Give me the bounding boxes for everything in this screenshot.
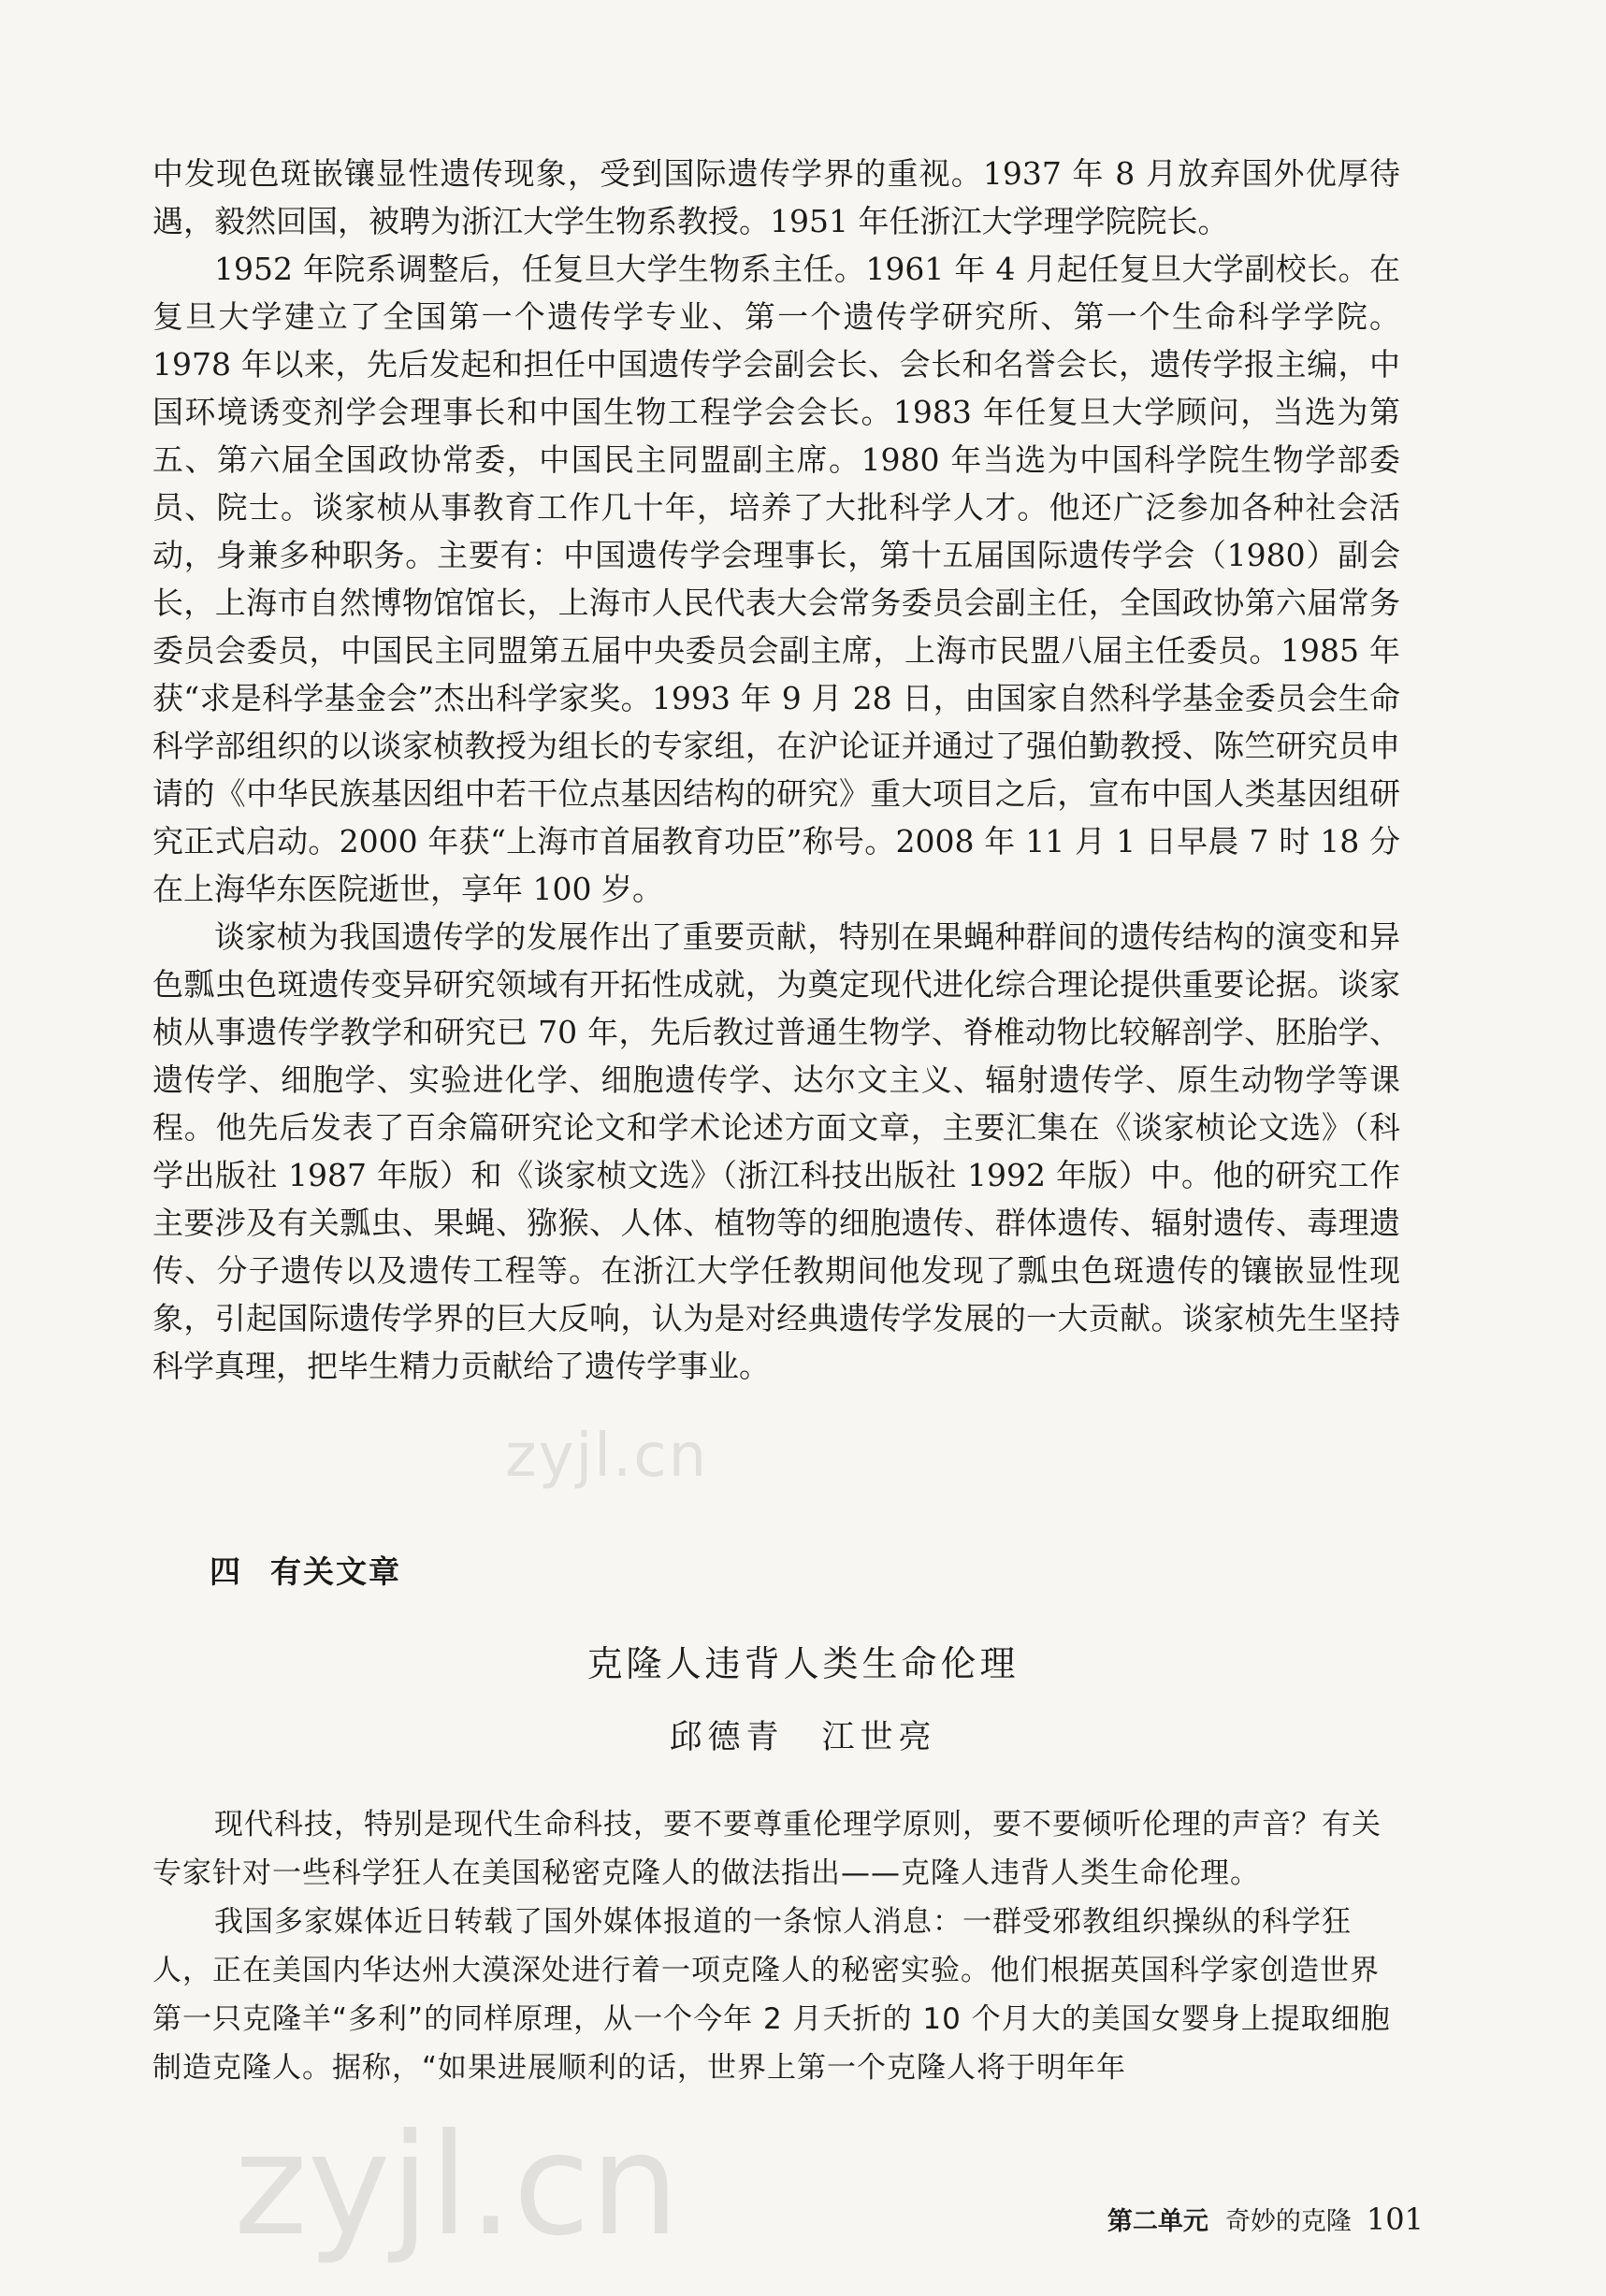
section-title: 有关文章: [270, 1553, 401, 1590]
article-title: 克隆人违背人类生命伦理: [586, 1643, 1020, 1684]
article-paragraph: 现代科技，特别是现代生命科技，要不要尊重伦理学原则，要不要倾听伦理的声音？有关专家针对一些科学狂人在美国秘密克隆人的做法指出——克隆人违背人类生命伦理。: [152, 1808, 1382, 1890]
paragraph-career: 1952 年院系调整后，任复旦大学生物系主任。1961 年 4 月起任复旦大学副校长。在复旦大学建立了全国第一个遗传学专业、第一个遗传学研究所、第一个生命科学学院。1978 年以来，先后发起和担任中国遗传学会副会长、会长和名誉会长，遗传学报主编，中国环境诱变剂学会理事长和中国生物工程学会会长。1983 年任复旦大学顾问，当选为第五、第六届全国政协常委，中国民主同盟副主席。1980 年当选为中国科学院生物学部委员、院士。谈家桢从事教育工作几十年，培养了大批科学人才。他还广泛参加各种社会活动，身兼多种职务。主要有：中国遗传学会理事长，第十五届国际遗传学会（1980）副会长，上海市自然博物馆馆长，上海市人民代表大会常务委员会副主任，全国政协第六届常务委员会委员，中国民主同盟第五届中央委员会副主席，上海市民盟八届主任委员。1985 年获“求是科学基金会”杰出科学家奖。1993 年 9 月 28 日，由国家自然科学基金委员会生命科学部组织的以谈家桢教授为组长的专家组，在沪论证并通过了强伯勤教授、陈竺研究员申请的《中华民族基因组中若干位点基因结构的研究》重大项目之后，宣布中国人类基因组研究正式启动。2000 年获“上海市首届教育功臣”称号。2008 年 11 月 1 日早晨 7 时 18 分在上海华东医院逝世，享年 100 岁。: [152, 251, 1400, 907]
section-number: 四: [210, 1553, 242, 1590]
body-text: [152, 150, 1400, 1390]
footer-unit: 第二单元: [1107, 2207, 1208, 2236]
article-body: [152, 1800, 1400, 2092]
watermark-large: zyjl.cn: [234, 2104, 680, 2267]
article-authors: [0, 1711, 1606, 1758]
footer-chapter: 奇妙的克隆: [1224, 2207, 1352, 2236]
section-heading: [210, 1548, 401, 1592]
intro-paragraph: 中发现色斑嵌镶显性遗传现象，受到国际遗传学界的重视。1937 年 8 月放弃国外优厚待遇，毅然回国，被聘为浙江大学生物系教授。1951 年任浙江大学理学院院长。: [152, 155, 1400, 239]
page-footer: [1107, 2201, 1424, 2237]
article-paragraph: 我国多家媒体近日转载了国外媒体报道的一条惊人消息：一群受邪教组织操纵的科学狂人，正在美国内华达州大漠深处进行着一项克隆人的秘密实验。他们根据英国科学家创造世界第一只克隆羊“多利”的同样原理，从一个今年 2 月夭折的 10 个月大的美国女婴身上提取细胞制造克隆人。据称，“如果进展顺利的话，世界上第一个克隆人将于明年年: [152, 1905, 1391, 2085]
author-name: 江世亮: [821, 1719, 937, 1756]
author-name: 邱德青: [669, 1719, 785, 1756]
page-number: 101: [1366, 2202, 1424, 2237]
watermark: zyjl.cn: [505, 1422, 709, 1491]
paragraph-contributions: 谈家桢为我国遗传学的发展作出了重要贡献，特别在果蝇种群间的遗传结构的演变和异色瓢虫色斑遗传变异研究领域有开拓性成就，为奠定现代进化综合理论提供重要论据。谈家桢从事遗传学教学和研究已 70 年，先后教过普通生物学、脊椎动物比较解剖学、胚胎学、遗传学、细胞学、实验进化学、细胞遗传学、达尔文主义、辐射遗传学、原生动物学等课程。他先后发表了百余篇研究论文和学术论述方面文章，主要汇集在《谈家桢论文选》（科学出版社 1987 年版）和《谈家桢文选》（浙江科技出版社 1992 年版）中。他的研究工作主要涉及有关瓢虫、果蝇、猕猴、人体、植物等的细胞遗传、群体遗传、辐射遗传、毒理遗传、分子遗传以及遗传工程等。在浙江大学任教期间他发现了瓢虫色斑遗传的镶嵌显性现象，引起国际遗传学界的巨大反响，认为是对经典遗传学发展的一大贡献。谈家桢先生坚持科学真理，把毕生精力贡献给了遗传学事业。: [152, 918, 1400, 1384]
